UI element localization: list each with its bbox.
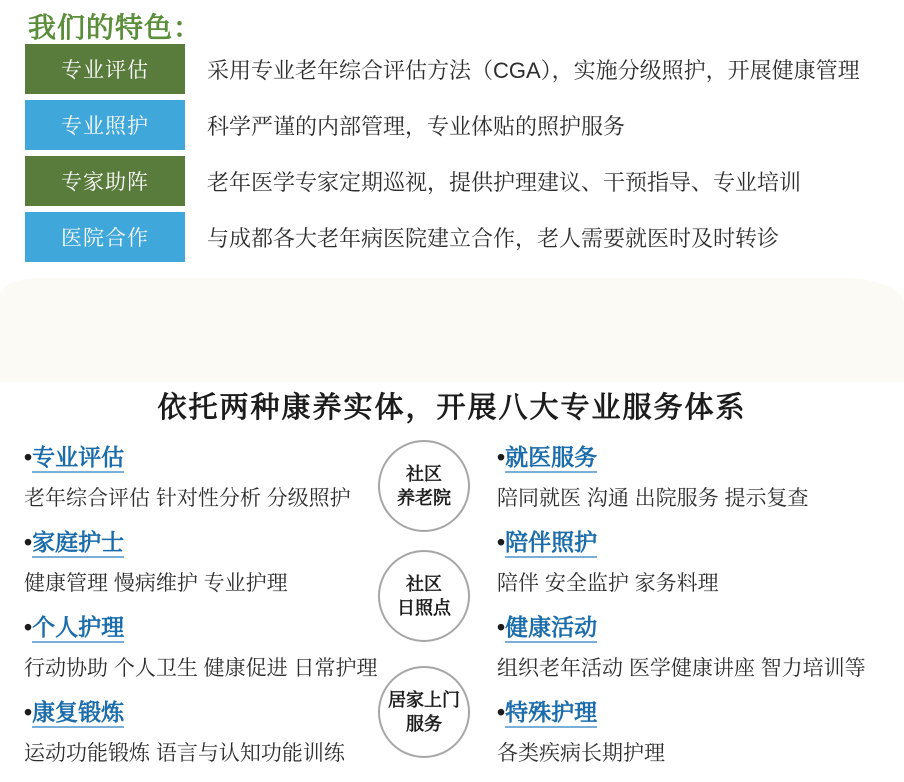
entity-circle-line: 日照点 [397,598,451,618]
feature-badge: 专业评估 [25,44,185,94]
service-description: 健康管理 慢病维护 专业护理 [24,572,288,595]
background-band [0,278,904,382]
services-column-left [24,443,378,782]
service-item [24,613,378,683]
service-item [24,698,374,768]
feature-row [25,44,885,94]
services-column-right [497,443,897,782]
service-item [24,443,374,513]
feature-badge: 专家助阵 [25,156,185,206]
entity-circle-line: 养老院 [397,488,451,508]
service-link[interactable]: 健康活动 [505,614,597,643]
service-link[interactable]: 个人护理 [32,614,124,643]
service-header [497,443,897,471]
entity-circle-line: 居家上门 [388,690,460,710]
service-link[interactable]: 陪伴照护 [505,529,597,558]
service-header [24,698,374,726]
service-link[interactable]: 专业评估 [32,444,124,473]
service-description: 组织老年活动 医学健康讲座 智力培训等 [497,657,866,680]
feature-description: 采用专业老年综合评估方法（CGA），实施分级照护，开展健康管理 [207,57,860,83]
bullet-icon: • [24,444,33,470]
feature-description: 老年医学专家定期巡视，提供护理建议、干预指导、专业培训 [207,169,802,195]
services-title: 依托两种康养实体，开展八大专业服务体系 [157,392,747,424]
service-description: 老年综合评估 针对性分析 分级照护 [24,487,351,510]
bullet-icon: • [24,699,33,725]
service-header [497,698,897,726]
service-header [24,613,374,641]
entity-circle-home-visit-service [378,666,470,758]
service-description: 运动功能锻炼 语言与认知功能训练 [24,742,345,765]
entity-circle-line: 服务 [406,714,442,734]
bullet-icon: • [497,444,506,470]
feature-row [25,100,885,150]
service-link[interactable]: 就医服务 [505,444,597,473]
entity-circle-community-daycare [378,550,470,642]
features-list [25,44,885,268]
service-header [497,613,897,641]
service-link[interactable]: 家庭护士 [32,529,124,558]
service-header [24,443,374,471]
service-item [497,528,897,598]
service-link[interactable]: 特殊护理 [505,699,597,728]
feature-row [25,156,885,206]
feature-description: 科学严谨的内部管理，专业体贴的照护服务 [207,113,626,139]
feature-badge: 专业照护 [25,100,185,150]
entity-circle-community-nursing-home [378,440,470,532]
service-link[interactable]: 康复锻炼 [32,699,124,728]
bullet-icon: • [497,699,506,725]
service-header [24,528,374,556]
bullet-icon: • [24,614,33,640]
service-header [497,528,897,556]
service-item [24,528,374,598]
service-item [497,698,897,768]
service-description: 陪伴 安全监护 家务料理 [497,572,719,595]
service-description: 行动协助 个人卫生 健康促进 日常护理 [24,657,378,680]
feature-row [25,212,885,262]
feature-badge: 医院合作 [25,212,185,262]
bullet-icon: • [497,529,506,555]
bullet-icon: • [497,614,506,640]
bullet-icon: • [24,529,33,555]
service-item [497,443,897,513]
entity-circle-line: 社区 [406,574,442,594]
service-description: 各类疾病长期护理 [497,742,665,765]
features-heading: 我们的特色： [28,12,203,43]
feature-description: 与成都各大老年病医院建立合作，老人需要就医时及时转诊 [207,225,780,251]
service-item [497,613,897,683]
service-description: 陪同就医 沟通 出院服务 提示复查 [497,487,809,510]
entity-circle-line: 社区 [406,464,442,484]
